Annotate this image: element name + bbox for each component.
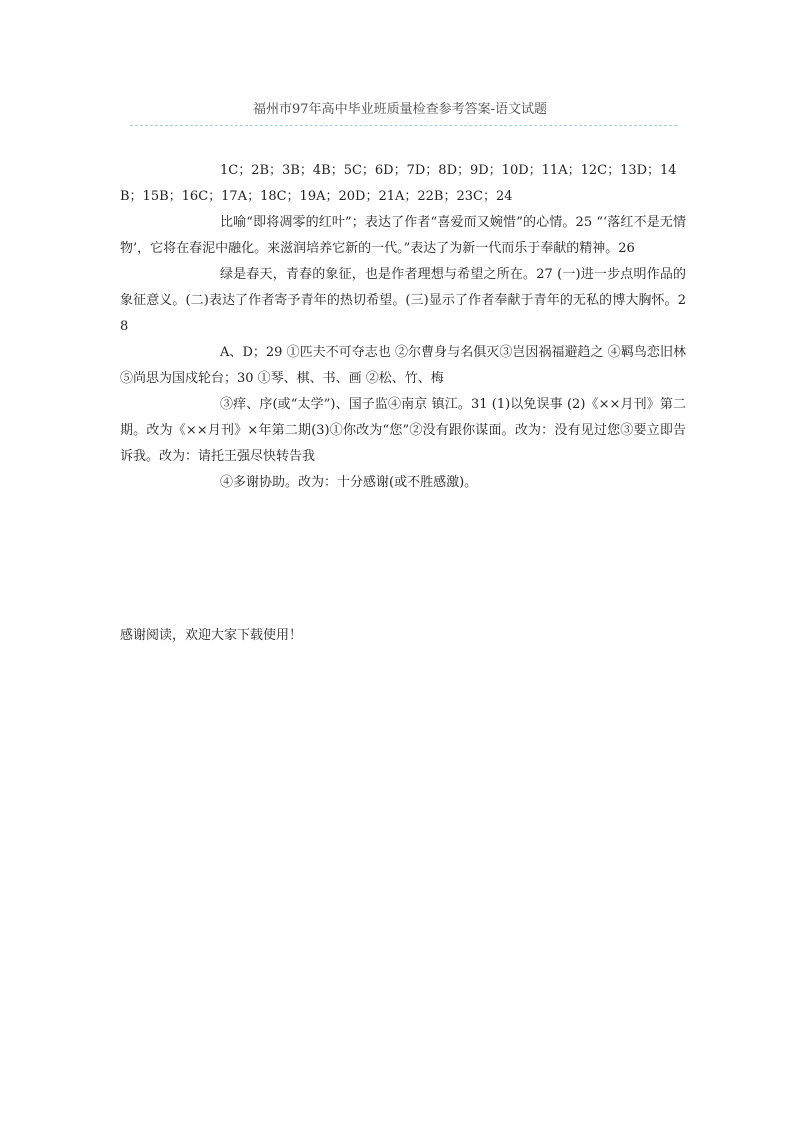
answer-paragraph-2: 比喻“即将凋零的红叶”；表达了作者“喜爱而又婉惜”的心情。25 “‘落红不是无情物’，它将在春泥中融化。来滋润培养它新的一代。”表达了为新一代而乐于奉献的精神。26 — [120, 215, 686, 256]
closing-note: 感谢阅读，欢迎大家下载使用！ — [120, 628, 303, 643]
answer-paragraph-1: 1C；2B；3B；4B；5C；6D；7D；8D；9D；10D；11A；12C；13D；14B；15B；16C；17A；18C；19A；20D；21A；22B；23C；24 — [120, 163, 677, 204]
title-divider — [130, 125, 677, 126]
answer-body — [120, 158, 686, 496]
answer-paragraph-3: 绿是春天，青春的象征，也是作者理想与希望之所在。27 (一)进一步点明作品的象征意义。(二)表达了作者寄予青年的热切希望。(三)显示了作者奉献于青年的无私的博大胸怀。28 — [120, 267, 686, 334]
answer-paragraph-4: A、D；29 ①匹夫不可夺志也 ②尔曹身与名俱灭③岂因祸福避趋之 ④羁鸟恋旧林 ⑤尚思为国戍轮台；30 ①琴、棋、书、画 ②松、竹、梅 — [120, 345, 686, 386]
document-title: 福州市97年高中毕业班质量检查参考答案-语文试题 — [253, 102, 547, 117]
answer-paragraph-5: ③痒、序(或“太学”)、国子监④南京 镇江。31 (1)以免误事 (2)《××月刊》第二期。改为《××月刊》×年第二期(3)①你改为“您”②没有跟你谋面。改为：没有见过您③要立即告诉我。改为：请托王强尽快转告我 — [120, 397, 686, 464]
answer-paragraph-6: ④多谢协助。改为：十分感谢(或不胜感激)。 — [220, 475, 478, 490]
